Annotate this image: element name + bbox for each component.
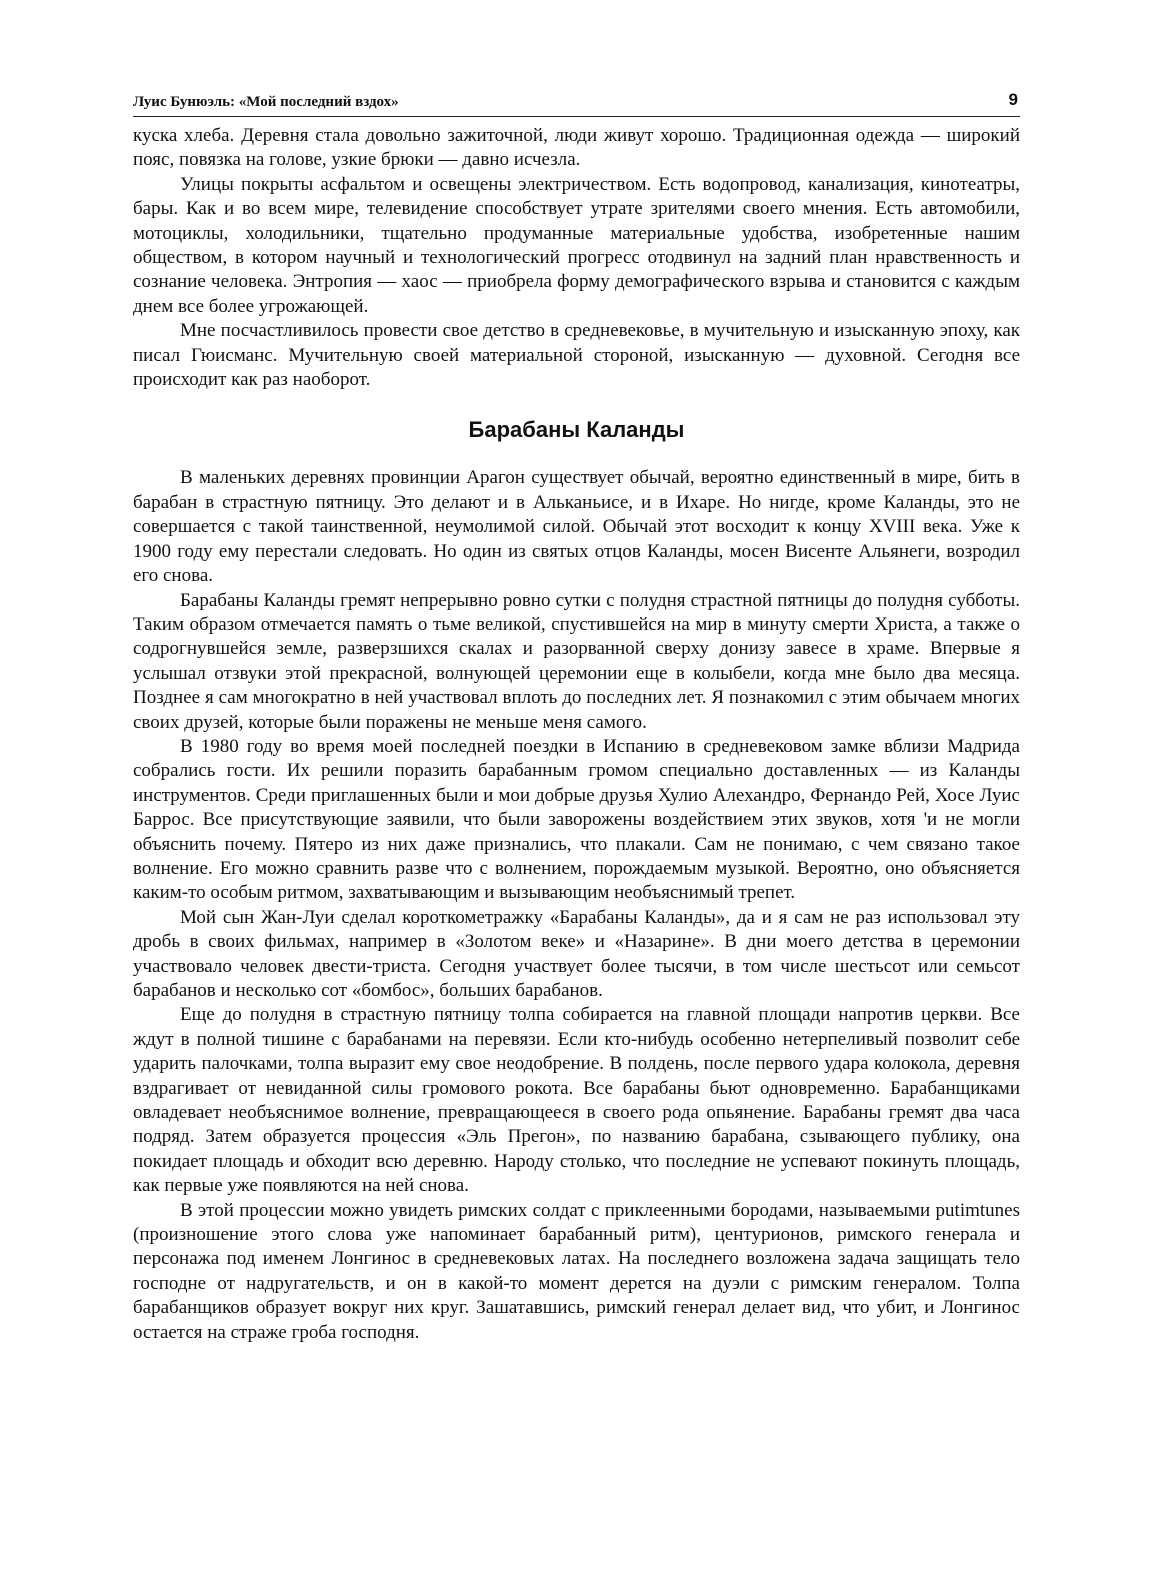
- page-number: 9: [1008, 90, 1018, 109]
- paragraph: Мой сын Жан-Луи сделал короткометражку «Барабаны Каланды», да и я сам не раз использовал эту дробь в своих фильмах, например в «Золотом веке» и «Назарине». В дни моего детства в церемонии участвовало человек двести-триста. Сегодня участвует более тысячи, в том числе шестьсот или семьсот барабанов и несколько сот «бомбос», больших барабанов.: [133, 906, 1020, 1001]
- running-header: [133, 88, 1020, 117]
- paragraph: В этой процессии можно увидеть римских солдат с приклеенными бородами, называемыми putimtunes (произношение этого слова уже напоминает барабанный ритм), центурионов, римского генерала и персонажа под именем Лонгинос в средневековых латах. На последнего возложена задача защищать тело господне от надругательств, и он в какой-то момент дерется на дуэли с римским генералом. Толпа барабанщиков образует вокруг них круг. Зашатавшись, римский генерал делает вид, что убит, и Лонгинос остается на страже гроба господня.: [133, 1199, 1020, 1343]
- paragraph: Улицы покрыты асфальтом и освещены электричеством. Есть водопровод, канализация, кинотеатры, бары. Как и во всем мире, телевидение способствует утрате зрителями своего мнения. Есть автомобили, мотоциклы, холодильники, тщательно продуманные материальные удобства, изобретенные нашим обществом, в котором научный и технологический прогресс отодвинул на задний план нравственность и сознание человека. Энтропия — хаос — приобрела форму демографического взрыва и становится с каждым днем все более угрожающей.: [133, 173, 1020, 317]
- paragraph: Барабаны Каланды гремят непрерывно ровно сутки с полудня страстной пятницы до полудня субботы. Таким образом отмечается память о тьме великой, спустившейся на мир в минуту смерти Христа, а также о содрогнувшейся земле, разверзшихся скалах и разорванной сверху донизу завесе в храме. Впервые я услышал отзвуки этой прекрасной, волнующей церемонии еще в колыбели, когда мне было два месяца. Позднее я сам многократно в ней участвовал вплоть до последних лет. Я познакомил с этим обычаем многих своих друзей, которые были поражены не меньше меня самого.: [133, 589, 1020, 733]
- paragraph: Мне посчастливилось провести свое детство в средневековье, в мучительную и изысканную эпоху, как писал Гюисманс. Мучительную своей материальной стороной, изысканную — духовной. Сегодня все происходит как раз наоборот.: [133, 320, 1020, 391]
- page-content: [133, 124, 1020, 1345]
- paragraph: Еще до полудня в страстную пятницу толпа собирается на главной площади напротив церкви. Все ждут в полной тишине с барабанами на перевязи. Если кто-нибудь особенно нетерпеливый позволит себе ударить палочками, толпа выразит ему свое неодобрение. В полдень, после первого удара колокола, деревня вздрагивает от невиданной силы громового рокота. Все барабаны бьют одновременно. Барабанщиками овладевает необъяснимое волнение, превращающееся в своего рода опьянение. Барабаны гремят два часа подряд. Затем образуется процессия «Эль Прегон», по названию барабана, сзывающего публику, она покидает площадь и обходит всю деревню. Народу столько, что последние не успевают покинуть площадь, как первые уже появляются на ней снова.: [133, 1004, 1020, 1197]
- book-page: [133, 88, 1020, 1345]
- running-title: Луис Бунюэль: «Мой последний вздох»: [133, 94, 399, 110]
- paragraph: В 1980 году во время моей последней поездки в Испанию в средневековом замке вблизи Мадрида собрались гости. Их решили поразить барабанным громом специально доставленных — из Каланды инструментов. Среди приглашенных были и мои добрые друзья Хулио Алехандро, Фернандо Рей, Хосе Луис Баррос. Все присутствующие заявили, что были заворожены воздействием этих звуков, хотя 'и не могли объяснить почему. Пятеро из них даже признались, что плакали. Сам не понимаю, с чем связано такое волнение. Его можно сравнить разве что с волнением, порождаемым музыкой. Вероятно, оно объясняется каким-то особым ритмом, захватывающим и вызывающим необъяснимый трепет.: [133, 735, 1020, 904]
- paragraph-continued: куска хлеба. Деревня стала довольно зажиточной, люди живут хорошо. Традиционная одежда — широкий пояс, повязка на голове, узкие брюки — давно исчезла.: [133, 125, 1020, 171]
- section-title: Барабаны Каланды: [468, 417, 685, 443]
- paragraph: В маленьких деревнях провинции Арагон существует обычай, вероятно единственный в мире, бить в барабан в страстную пятницу. Это делают и в Альканьисе, и в Ихаре. Но нигде, кроме Каланды, это не совершается с такой таинственной, неумолимой силой. Обычай этот восходит к концу XVIII века. Уже к 1900 году ему перестали следовать. Но один из святых отцов Каланды, мосен Висенте Альянеги, возродил его снова.: [133, 467, 1020, 587]
